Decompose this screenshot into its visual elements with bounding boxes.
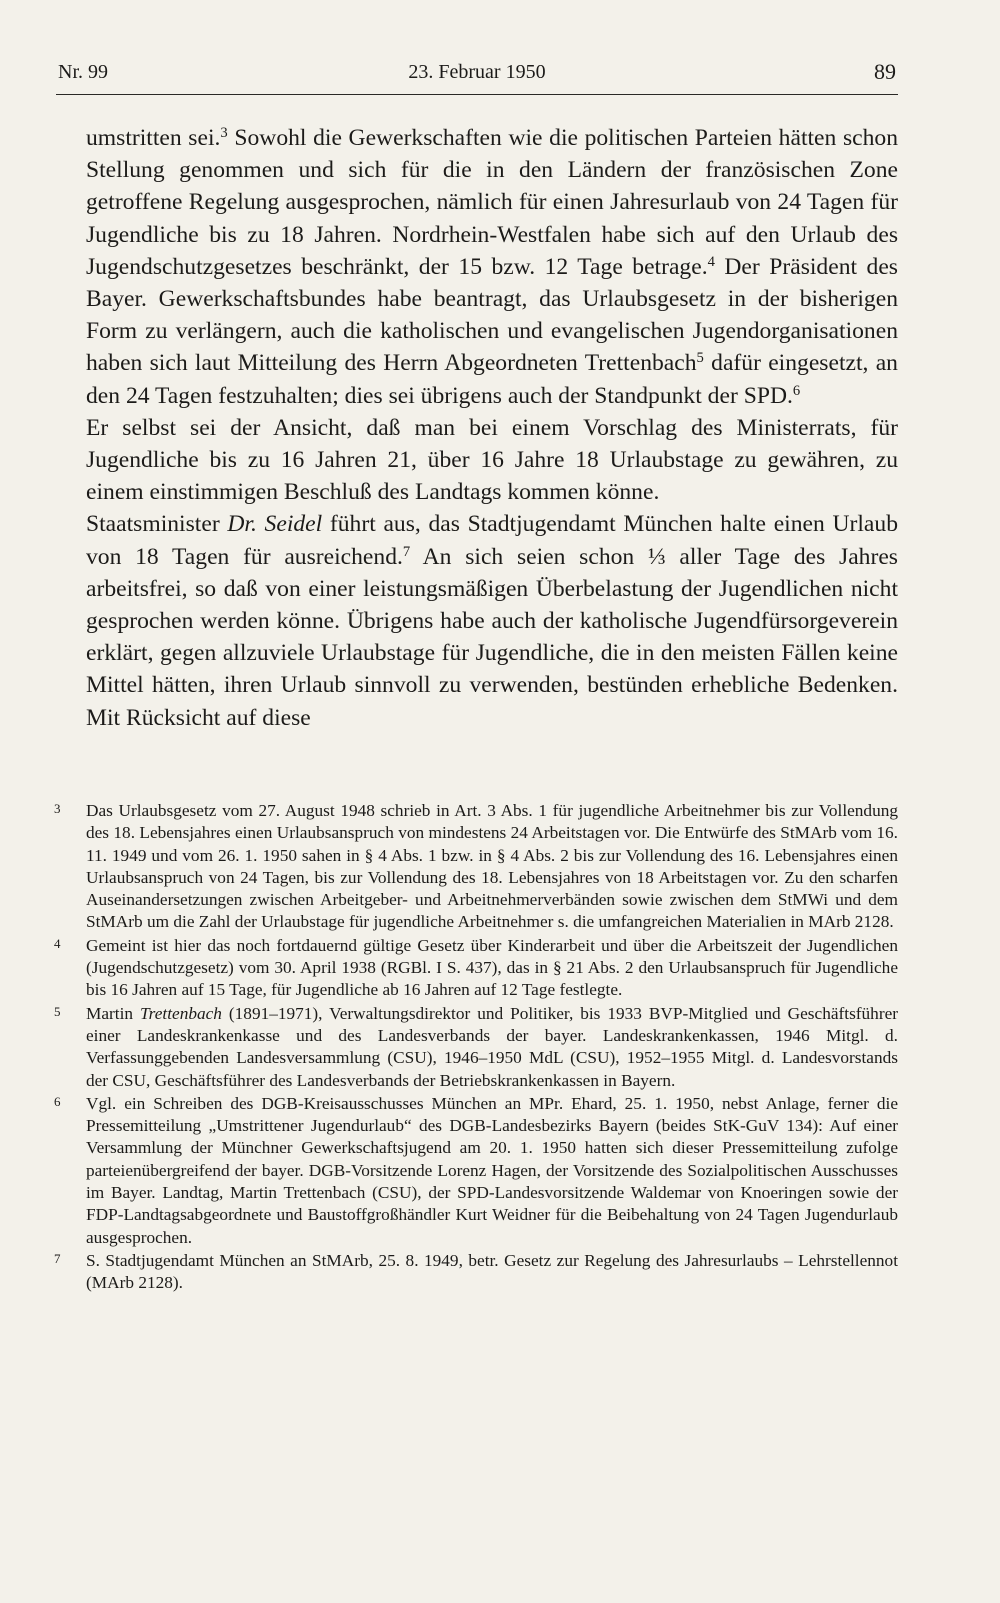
speaker-name: Dr. Seidel <box>227 511 323 538</box>
footnote-text: Gemeint ist hier das noch fortdauernd gültige Gesetz über Kinderarbeit und über die Arbeitszeit der Jugendlichen (Jugendschutzgesetz) vom 30. April 1938 (RGBl. I S. 437), das in § 21 Abs. 2 den Urlaubsanspruch für Jugendliche bis 16 Jahren auf 15 Tage, für Jugendliche ab 16 Jahren auf 12 Tage festlegte. <box>86 935 898 1000</box>
footnote-ref-4: 4 <box>707 253 715 270</box>
paragraph-3 <box>86 508 898 733</box>
text-run: umstritten sei. <box>86 125 221 151</box>
footnote-number: 3 <box>54 801 61 816</box>
text-run: Sowohl die Gewerkschaften wie die politischen Parteien hätten schon Stellung genommen und sich für die in den Ländern der französischen Zone getroffene Regelung ausgesprochen, nämlich für einen Jahresurlaub von 24 Tagen für Jugendliche bis zu 18 Jahren. Nordrhein-Westfalen habe sich auf den Urlaub des Jugendschutzgesetzes beschränkt, der 15 bzw. 12 Tage betrage. <box>86 125 898 280</box>
footnote-text: S. Stadtjugendamt München an StMArb, 25. 8. 1949, betr. Gesetz zur Regelung des Jahresurlaubs – Lehrstellennot (MArb 2128). <box>86 1250 898 1293</box>
footnote-text: Das Urlaubsgesetz vom 27. August 1948 schrieb in Art. 3 Abs. 1 für jugendliche Arbeitnehmer bis zur Vollendung des 18. Lebensjahres einen Urlaubsanspruch von mindestens 24 Arbeitstagen vor. Die Entwürfe des StMArb vom 16. 11. 1949 und vom 26. 1. 1950 sahen in § 4 Abs. 1 bzw. in § 4 Abs. 2 bis zur Vollendung des 16. Lebensjahres einen Urlaubsanspruch von 24 Tagen, bis zur Vollendung des 18. Lebensjahres von 18 Arbeitstagen vor. Zu den scharfen Auseinandersetzungen zwischen Arbeitgeber- und Arbeitnehmerverbänden sowie zwischen dem StMWi und dem StMArb um die Zahl der Urlaubstage für jugendliche Arbeitnehmer s. die umfangreichen Materialien in MArb 2128. <box>86 801 898 932</box>
footnote-ref-6: 6 <box>792 382 801 399</box>
footnote-ref-7: 7 <box>402 543 411 560</box>
footnote-number: 7 <box>54 1250 61 1266</box>
paragraph-1 <box>86 122 898 412</box>
footnote-number: 5 <box>54 1003 61 1019</box>
text-run: An sich seien schon ⅓ aller Tage des Jahres arbeitsfrei, so daß von einer leistungsmäßigen Überbelastung der Jugendlichen nicht gesprochen werden könne. Übrigens habe auch der katholische Jugendfürsorgeverein erklärt, gegen allzuviele Urlaubstage für Jugendliche, die in den meisten Fällen keine Mittel hätten, ihren Urlaub sinnvoll zu verwenden, bestünden erhebliche Bedenken. Mit Rücksicht auf diese <box>86 543 898 731</box>
running-header <box>56 60 898 95</box>
text-run: Der Präsident des Bayer. Gewerkschaftsbundes habe beantragt, das Urlaubsgesetz in der bisherigen Form zu verlängern, auch die katholischen und evangelischen Jugendorganisationen haben sich laut Mitteilung des Herrn Abgeordneten Trettenbach <box>86 253 898 377</box>
footnotes <box>52 800 898 1296</box>
header-date: 23. Februar 1950 <box>408 61 546 83</box>
footnote-text: Vgl. ein Schreiben des DGB-Kreisausschusses München an MPr. Ehard, 25. 1. 1950, nebst Anlage, ferner die Pressemitteilung „Umstrittener Jugendurlaub“ des DGB-Landesbezirks Bayern (beides StK-GuV 134): Auf einer Versammlung der Münchner Gewerkschaftsjugend am 20. 1. 1950 hatten sich dieser Pressemitteilung zufolge parteienübergreifend der bayer. DGB-Vorsitzende Lorenz Hagen, der Vorsitzende des Sozialpolitischen Ausschusses im Bayer. Landtag, Martin Trettenbach (CSU), der SPD-Landesvorsitzende Waldemar von Knoeringen sowie der FDP-Landtagsabgeordnete und Baustoffgroßhändler Kurt Weidner für die Beibehaltung von 24 Tagen Jugendurlaub ausgesprochen. <box>86 1093 898 1247</box>
document-number: Nr. 99 <box>58 61 108 83</box>
person-name: Trettenbach <box>140 1003 222 1023</box>
text-run: Er selbst sei der Ansicht, daß man bei einem Vorschlag des Ministerrats, für Jugendliche bis zu 16 Jahren 21, über 16 Jahre 18 Urlaubstage zu gewähren, zu einem einstimmigen Beschluß des Landtags kommen könne. <box>86 414 898 506</box>
text-run: führt aus, das Stadtjugendamt München halte einen Urlaub von 18 Tagen für ausreichend. <box>86 511 898 570</box>
footnote-5 <box>52 1003 898 1092</box>
footnote-6 <box>52 1093 898 1249</box>
text-run: dafür eingesetzt, an den 24 Tagen festzuhalten; dies sei übrigens auch der Standpunkt der SPD. <box>86 350 898 409</box>
footnote-number: 4 <box>54 935 61 951</box>
paragraph-2 <box>86 412 898 509</box>
footnote-ref-5: 5 <box>696 350 704 367</box>
footnote-number: 6 <box>54 1093 61 1109</box>
footnote-ref-3: 3 <box>220 124 228 141</box>
footnote-7 <box>52 1250 898 1295</box>
footnote-text: Martin <box>86 1003 141 1023</box>
text-run: Staatsminister <box>86 511 228 538</box>
footnote-4 <box>52 935 898 1002</box>
footnote-3 <box>52 800 898 934</box>
main-text <box>86 122 898 734</box>
footnote-text: (1891–1971), Verwaltungsdirektor und Politiker, bis 1933 BVP-Mitglied und Geschäftsführer einer Landeskrankenkasse und des Landesverbands der bayer. Landeskrankenkassen, 1946 Mitgl. d. Verfassunggebenden Landesversammlung (CSU), 1946–1950 MdL (CSU), 1952–1955 Mitgl. d. Landesvorstands der CSU, Geschäftsführer des Landesverbands der Betriebskrankenkassen in Bayern. <box>86 1003 899 1090</box>
page-number: 89 <box>874 59 896 84</box>
